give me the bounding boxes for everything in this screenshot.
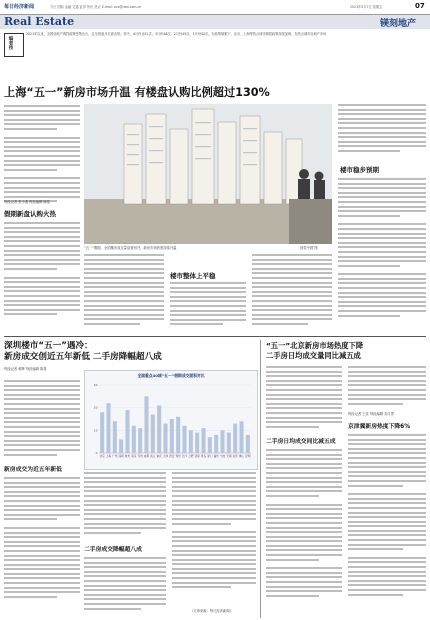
bar <box>163 424 167 453</box>
x-tick-label: 武汉 <box>150 455 156 458</box>
sz-col-3 <box>172 472 256 604</box>
photo-credit: 视觉中国 图 <box>300 246 318 250</box>
lead-byline: 每经记者 张小燕 每经编辑 陈星 <box>4 200 51 204</box>
bar <box>239 421 243 453</box>
shenzhen-headline-line2: 新房成交创近五年新低 二手房降幅超八成 <box>4 352 162 362</box>
x-tick-label: 天津 <box>162 455 169 458</box>
sz-col-1 <box>4 380 80 464</box>
bar <box>151 414 155 453</box>
top-links: 今日 国际 金融 交通 证券 快讯 热点 E-mail: xxx@nbd.com.cn <box>50 5 142 9</box>
x-tick-label: 北京 <box>99 455 105 458</box>
bar <box>144 396 148 453</box>
x-tick-label: 福州 <box>213 455 219 458</box>
sz-col-2b <box>84 557 166 615</box>
bar <box>208 437 212 453</box>
sz-col-1b <box>4 477 80 615</box>
bar <box>246 435 250 453</box>
page-header <box>0 0 430 15</box>
right-title: 楼市稳步预期 <box>340 166 379 174</box>
sz-sub1: 新房成交为近五年新低 <box>4 467 62 473</box>
bar <box>157 405 161 453</box>
x-tick-label: 南京 <box>131 455 137 458</box>
x-tick-label: 厦门 <box>207 455 213 458</box>
bar <box>170 419 174 453</box>
x-tick-label: 成都 <box>143 455 150 458</box>
bar <box>201 428 205 453</box>
x-tick-label: 深圳 <box>118 455 124 458</box>
y-tick-label: 10 <box>93 428 98 433</box>
x-tick-label: 长沙 <box>181 455 188 458</box>
vertical-divider <box>260 340 261 618</box>
bar <box>100 412 104 453</box>
bj-col-2 <box>348 366 426 410</box>
sz-sub2: 二手房成交降幅超八成 <box>84 547 142 553</box>
editor-note-text: 2021年以来，全国房地产调控政策密集出台，且呈现逐月走高态势。其中，4月份达51次，3月份48次，2月份45次，1月份42次。在政策频繁下，北京、上海等热点城市调控政策持续加码。在热点城市房地产市场 <box>26 32 327 36</box>
bar <box>119 439 123 453</box>
y-tick-label: 0 <box>95 451 98 455</box>
bar <box>113 421 117 453</box>
x-tick-label: 合肥 <box>188 455 194 458</box>
shenzhen-byline: 每经记者 黄辉 每经编辑 陈星 <box>4 367 47 371</box>
section-cn: 镁刻地产 <box>380 19 417 29</box>
page-number: 07 <box>415 2 425 10</box>
building-model-image <box>84 104 332 244</box>
bj-sub2: 京津冀新房热度下降6% <box>348 424 411 430</box>
bar <box>138 428 142 453</box>
bar <box>176 417 180 453</box>
bar <box>106 403 110 453</box>
bar <box>195 433 199 453</box>
x-tick-label: 无锡 <box>226 455 232 458</box>
x-tick-label: 广州 <box>112 455 118 458</box>
lead-col-1b <box>4 222 80 332</box>
lead-photo-caption: “五一”假期，全国楼市成交量显著回升，新房市场热度持续升温 <box>84 246 177 250</box>
lead-col-1 <box>4 105 80 210</box>
section-title: Real Estate <box>4 15 75 28</box>
bar <box>227 433 231 453</box>
bar <box>189 430 193 453</box>
beijing-headline-line1: “五一”北京新房市场热度下降 <box>266 341 364 350</box>
paper-name: 每日经济新闻 <box>4 4 35 10</box>
lead-col-4 <box>252 254 332 332</box>
x-tick-label: 杭州 <box>124 455 131 458</box>
x-tick-label: 西安 <box>169 455 175 458</box>
shenzhen-headline <box>4 341 254 363</box>
x-tick-label: 郑州 <box>175 455 181 458</box>
x-tick-label: 济南 <box>194 455 200 458</box>
x-tick-label: 苏州 <box>137 455 143 458</box>
bj-col-2b <box>348 434 426 615</box>
beijing-byline: 每经记者 王佳 每经编辑 刘义菁 <box>348 412 395 416</box>
sz-col-2 <box>84 472 166 542</box>
divider <box>4 336 426 337</box>
bar-chart <box>89 381 253 465</box>
y-tick-label: 20 <box>93 405 98 410</box>
lead-photo <box>84 104 332 244</box>
beijing-headline <box>266 341 426 361</box>
x-tick-label: 昆明 <box>245 455 251 458</box>
lead-col-3 <box>170 282 246 332</box>
chart-panel <box>84 370 258 470</box>
bar <box>125 410 129 453</box>
date-line: 2021年5月7日 星期五 <box>350 5 383 9</box>
lead-col-5 <box>338 104 426 164</box>
lead-col-2 <box>84 254 164 332</box>
y-tick-label: 30 <box>93 383 98 387</box>
bar <box>233 424 237 453</box>
x-tick-label: 佛山 <box>238 455 245 458</box>
x-tick-label: 上海 <box>105 455 112 458</box>
x-tick-label: 重庆 <box>156 455 162 458</box>
sub-title: 楼市整体上平稳 <box>170 272 216 280</box>
beijing-headline-line2: 二手房日均成交量同比减五成 <box>266 351 361 360</box>
side-title: 假期新盘认购火热 <box>4 210 56 218</box>
bar <box>132 426 136 453</box>
section-band <box>0 15 430 29</box>
x-tick-label: 青岛 <box>200 455 207 458</box>
bar <box>182 426 186 453</box>
bj-col-1b <box>266 449 342 615</box>
bar <box>214 435 218 453</box>
chart-title: 全国重点40城“五一”假期成交面积对比 <box>137 373 205 378</box>
editor-note-badge: 编者按 <box>4 33 24 57</box>
x-tick-label: 宁波 <box>219 455 226 458</box>
lead-col-6 <box>338 178 426 332</box>
bar <box>220 430 224 453</box>
bj-col-1 <box>266 366 342 436</box>
sz-footnote: （文章来源：每日经济新闻） <box>190 609 233 613</box>
x-tick-label: 东莞 <box>232 455 238 458</box>
lead-headline: 上海“五一”新房市场升温 有楼盘认购比例超过130% <box>4 86 270 99</box>
bj-sub1: 二手房日均成交同比减五成 <box>266 439 336 445</box>
shenzhen-headline-line1: 深圳楼市“五一”遇冷： <box>4 341 93 351</box>
